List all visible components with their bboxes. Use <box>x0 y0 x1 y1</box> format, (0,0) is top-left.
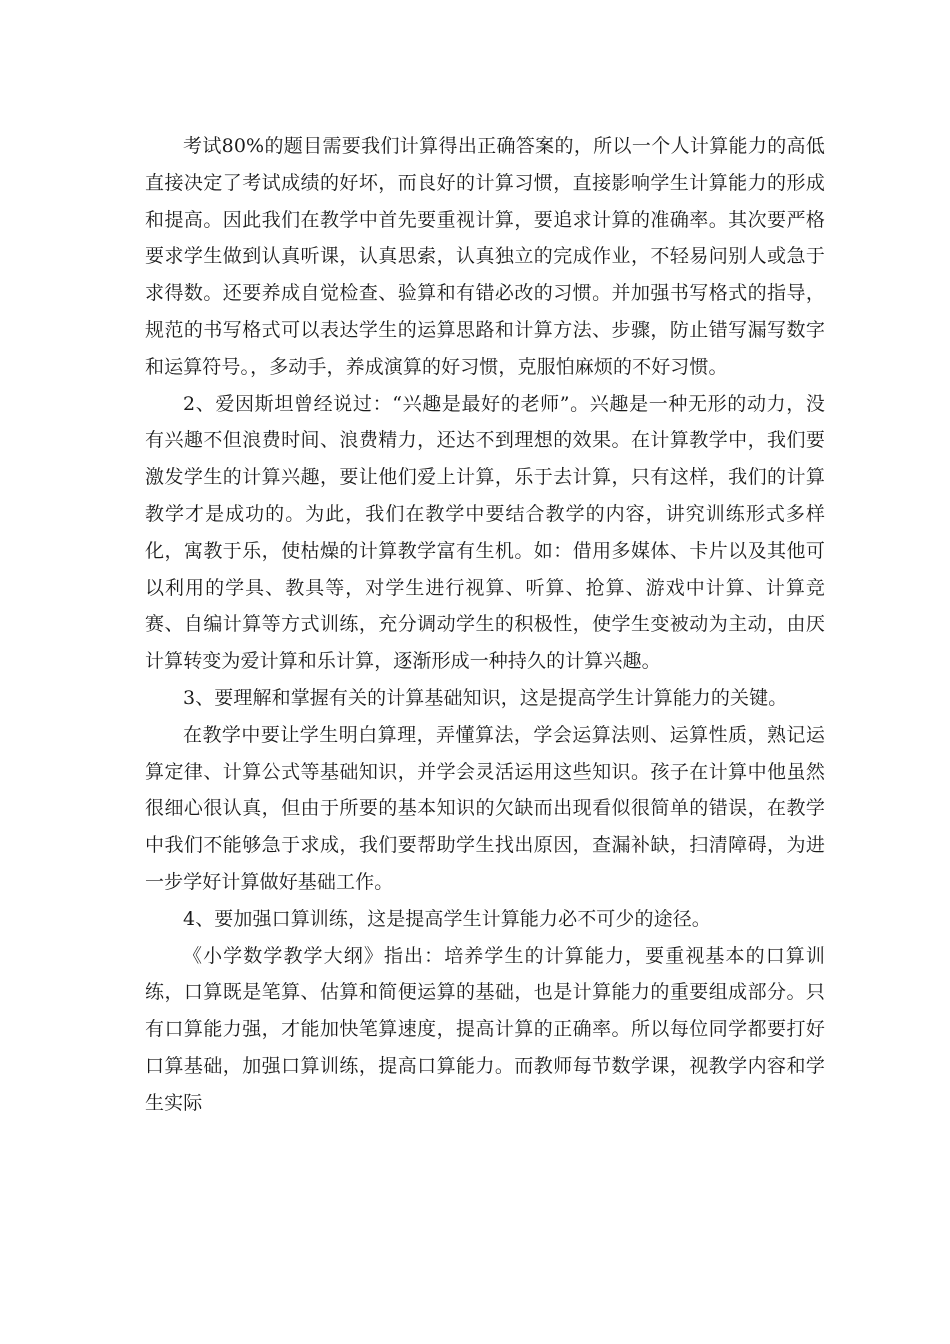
paragraph-heading-basic-knowledge: 3、要理解和掌握有关的计算基础知识，这是提高学生计算能力的关键。 <box>183 686 788 709</box>
paragraph-interest: 2、爱因斯坦曾经说过：“兴趣是最好的老师”。兴趣是一种无形的动力，没有兴趣不但浪费时间、浪费精力，还达不到理想的效果。在计算教学中，我们要激发学生的计算兴趣，要让他们爱上计算，乐于去计算，只有这样，我们的计算教学才是成功的。为此，我们在教学中要结合教学的内容，讲究训练形式多样化，寓教于乐，使枯燥的计算教学富有生机。如：借用多媒体、卡片以及其他可以利用的学具、教具等，对学生进行视算、听算、抢算、游戏中计算、计算竞赛、自编计算等方式训练，充分调动学生的积极性，使学生变被动为主动，由厌计算转变为爱计算和乐计算，逐渐形成一种持久的计算兴趣。 <box>145 392 825 673</box>
paragraph-heading-oral-calculation: 4、要加强口算训练，这是提高学生计算能力必不可少的途径。 <box>183 907 711 930</box>
paragraph-oral-calculation: 《小学数学教学大纲》指出：培养学生的计算能力，要重视基本的口算训练，口算既是笔算、估算和简便运算的基础，也是计算能力的重要组成部分。只有口算能力强，才能加快笔算速度，提高计算的正确率。所以每位同学都要打好口算基础，加强口算训练，提高口算能力。而教师每节数学课，视教学内容和学生实际 <box>145 944 825 1114</box>
paragraph-calculation-habits: 考试80%的题目需要我们计算得出正确答案的，所以一个人计算能力的高低直接决定了考试成绩的好坏，而良好的计算习惯，直接影响学生计算能力的形成和提高。因此我们在教学中首先要重视计算，要追求计算的准确率。其次要严格要求学生做到认真听课，认真思索，认真独立的完成作业，不轻易问别人或急于求得数。还要养成自觉检查、验算和有错必改的习惯。并加强书写格式的指导，规范的书写格式可以表达学生的运算思路和计算方法、步骤，防止错写漏写数字和运算符号。，多动手，养成演算的好习惯，克服怕麻烦的不好习惯。 <box>145 135 825 378</box>
paragraph-basic-knowledge: 在教学中要让学生明白算理，弄懂算法，学会运算法则、运算性质，熟记运算定律、计算公式等基础知识，并学会灵活运用这些知识。孩子在计算中他虽然很细心很认真，但由于所要的基本知识的欠缺而出现看似很简单的错误，在教学中我们不能够急于求成，我们要帮助学生找出原因，查漏补缺，扫清障碍，为进一步学好计算做好基础工作。 <box>145 723 825 893</box>
document-page <box>145 128 825 1122</box>
